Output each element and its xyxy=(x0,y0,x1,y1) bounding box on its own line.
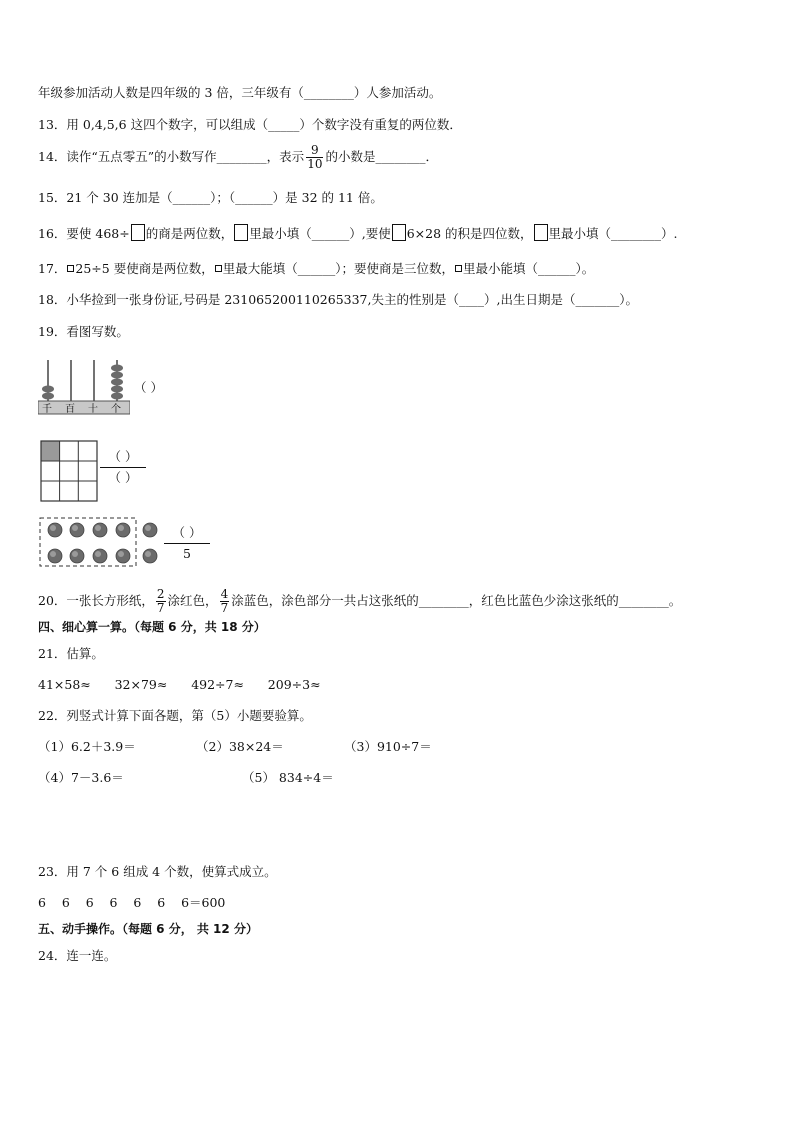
q20-denominator-blue: 7 xyxy=(220,601,229,615)
q16-text-c: 里最小填（______）,要使 xyxy=(249,226,391,241)
question-17 xyxy=(38,260,594,278)
abacus-label-tens: 十 xyxy=(88,404,98,415)
question-23: 23．用 7 个 6 组成 4 个数，使算式成立。 xyxy=(38,864,277,879)
grid-fraction xyxy=(100,448,146,487)
q16-text-a: 16．要使 468÷ xyxy=(38,226,130,241)
q17-text-a: 17． xyxy=(38,261,67,276)
q17-text-d: 里最小能填（______）。 xyxy=(462,261,595,276)
q20-denominator-red: 7 xyxy=(156,601,165,615)
abacus-label-thousands: 千 xyxy=(42,404,52,415)
q20-fraction-red xyxy=(156,588,166,615)
question-22: 22．列竖式计算下面各题，第（5）小题要验算。 xyxy=(38,708,312,723)
abacus-label-ones: 个 xyxy=(111,404,121,415)
section-5-heading: 五、动手操作。（每题 6 分， 共 12 分） xyxy=(38,922,258,936)
q16-text-e: 里最小填（________）. xyxy=(548,226,678,241)
dots-fraction-numerator: （ ） xyxy=(172,525,202,540)
q17-square-3 xyxy=(455,265,462,272)
dots-fraction xyxy=(164,524,210,563)
q20-numerator-blue: 4 xyxy=(220,587,229,601)
q16-box-4 xyxy=(534,224,548,241)
q14-text-a: 14．读作“五点零五”的小数写作________，表示 xyxy=(38,149,305,164)
q20-text-a: 20．一张长方形纸， xyxy=(38,593,154,608)
question-15: 15．21 个 30 连加是（______）；（______）是 32 的 11 倍。 xyxy=(38,190,383,205)
q22-item-1: （1）6.2＋3.9＝ xyxy=(38,739,136,754)
q22-item-2: （2）38×24＝ xyxy=(196,739,284,754)
q20-text-c: 涂蓝色，涂色部分一共占这张纸的________，红色比蓝色少涂这张纸的________。 xyxy=(231,593,682,608)
abacus-answer: （ ） xyxy=(134,380,163,395)
q14-numerator: 9 xyxy=(306,144,323,158)
dots-drawing xyxy=(38,516,162,568)
q16-box-2 xyxy=(234,224,248,241)
q14-text-b: 的小数是________． xyxy=(325,149,438,164)
question-20 xyxy=(38,588,681,615)
grid-figure xyxy=(40,440,98,502)
question-23-expression: 6 6 6 6 6 6 6＝600 xyxy=(38,895,226,910)
question-21: 21．估算。 xyxy=(38,646,104,661)
question-16 xyxy=(38,224,678,243)
question-13: 13．用 0,4,5,6 这四个数字，可以组成（_____）个数字没有重复的两位数． xyxy=(38,117,462,132)
q14-denominator: 10 xyxy=(307,157,323,171)
q20-numerator-red: 2 xyxy=(156,587,165,601)
q22-item-5: （5） 834÷4＝ xyxy=(242,770,334,785)
q16-text-d: 6×28 的积是四位数， xyxy=(406,226,533,241)
line-grade-participants: 年级参加活动人数是四年级的 3 倍，三年级有（________）人参加活动。 xyxy=(38,85,442,100)
abacus-figure xyxy=(38,356,130,416)
q17-square-2 xyxy=(215,265,222,272)
dots-figure xyxy=(38,516,162,568)
question-24: 24．连一连。 xyxy=(38,948,117,963)
grid-drawing xyxy=(40,440,98,502)
q20-fraction-blue xyxy=(220,588,230,615)
section-4-heading: 四、细心算一算。（每题 6 分，共 18 分） xyxy=(38,620,266,634)
q20-text-b: 涂红色， xyxy=(167,593,218,608)
q22-item-3: （3）910÷7＝ xyxy=(344,739,432,754)
question-18: 18．小华捡到一张身份证,号码是 231065200110265337,失主的性别是（____）,出生日期是（_______）。 xyxy=(38,292,638,307)
q16-text-b: 的商是两位数， xyxy=(145,226,234,241)
grid-fraction-denominator: （ ） xyxy=(108,470,138,485)
q16-box-3 xyxy=(392,224,406,241)
abacus-label-hundreds: 百 xyxy=(65,404,75,415)
question-14 xyxy=(38,144,438,171)
dots-fraction-bar xyxy=(164,543,210,544)
q17-text-c: 里最大能填（______）；要使商是三位数， xyxy=(222,261,454,276)
q22-item-4: （4）7－3.6＝ xyxy=(38,770,124,785)
q14-fraction xyxy=(306,144,323,171)
grid-fraction-numerator: （ ） xyxy=(108,449,138,464)
grid-fraction-bar xyxy=(100,467,146,468)
dots-fraction-denominator: 5 xyxy=(183,546,191,561)
question-21-items: 41×58≈ 32×79≈ 492÷7≈ 209÷3≈ xyxy=(38,677,321,692)
q16-box-1 xyxy=(131,224,145,241)
q17-text-b: 25÷5 要使商是两位数， xyxy=(75,261,214,276)
question-19: 19．看图写数。 xyxy=(38,324,129,339)
q17-square-1 xyxy=(67,265,74,272)
